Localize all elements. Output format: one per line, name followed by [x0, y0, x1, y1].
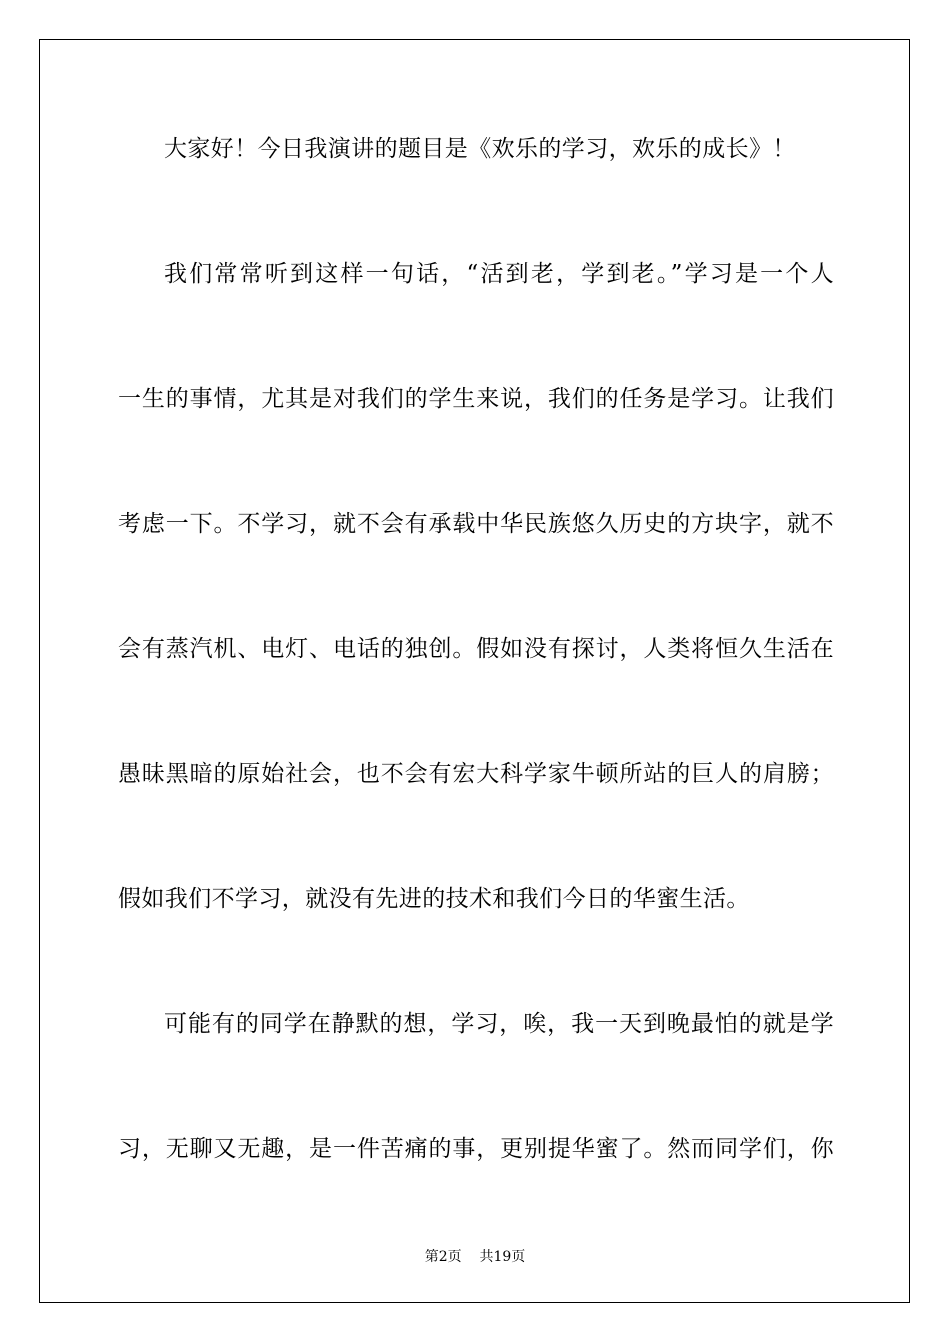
paragraph-line: 会有蒸汽机、电灯、电话的独创。假如没有探讨，人类将恒久生活在 [118, 636, 834, 662]
paragraph-line: 可能有的同学在静默的想，学习，唉，我一天到晚最怕的就是学 [164, 1011, 834, 1037]
paragraph-line: 大家好！今日我演讲的题目是《欢乐的学习，欢乐的成长》！ [164, 136, 796, 162]
page-total: 共19页 [479, 1249, 526, 1265]
page-border [39, 39, 910, 1303]
paragraph-line: 考虑一下。不学习，就不会有承载中华民族悠久历史的方块字，就不 [118, 511, 834, 537]
paragraph-line: 习，无聊又无趣，是一件苦痛的事，更别提华蜜了。然而同学们，你 [118, 1136, 834, 1162]
paragraph-line: 我们常常听到这样一句话，“活到老，学到老。”学习是一个人 [164, 261, 834, 287]
paragraph-line: 一生的事情，尤其是对我们的学生来说，我们的任务是学习。让我们 [118, 386, 834, 412]
paragraph-line: 愚昧黑暗的原始社会，也不会有宏大科学家牛顿所站的巨人的肩膀； [118, 761, 834, 787]
footer-gap [462, 1249, 480, 1265]
page-footer [0, 1248, 950, 1266]
paragraph-line: 假如我们不学习，就没有先进的技术和我们今日的华蜜生活。 [118, 886, 750, 912]
page-number: 第2页 [424, 1249, 462, 1265]
